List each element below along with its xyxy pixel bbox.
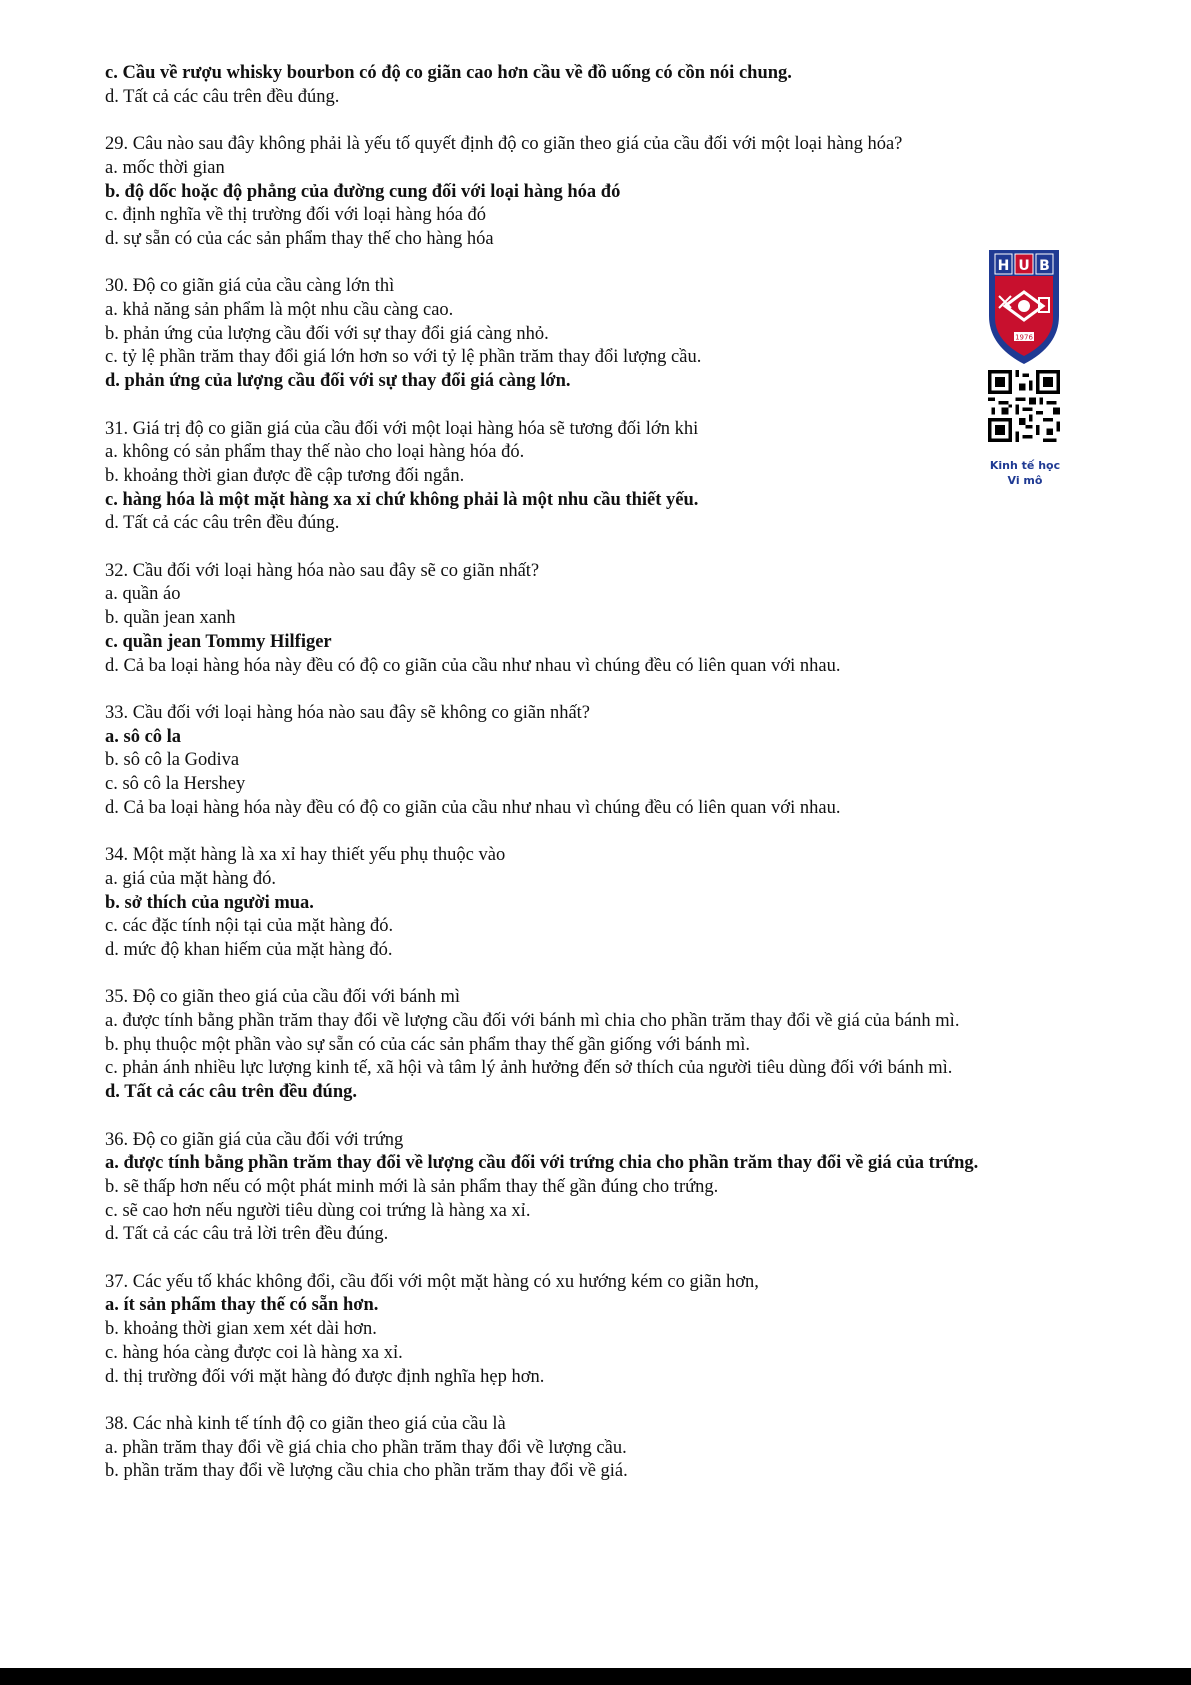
option-d: d. Cả ba loại hàng hóa này đều có độ co giãn của cầu như nhau vì chúng đều có liên quan với nhau. xyxy=(105,655,841,676)
option-b: b. khoảng thời gian xem xét dài hơn. xyxy=(105,1319,377,1340)
option-b: b. khoảng thời gian được đề cập tương đối ngắn. xyxy=(105,465,465,486)
option-c: c. định nghĩa về thị trường đối với loại hàng hóa đó xyxy=(105,205,487,226)
scan-edge-bar xyxy=(0,1668,1191,1685)
option-a-answer: a. được tính bằng phần trăm thay đổi về lượng cầu đối với trứng chia cho phần trăm thay đổi về giá của trứng. xyxy=(105,1153,979,1174)
option-d: d. Tất cả các câu trên đều đúng. xyxy=(105,513,340,534)
question-38: 38. Các nhà kinh tế tính độ co giãn theo giá của cầu là xyxy=(105,1413,506,1434)
brand-caption xyxy=(980,458,1070,488)
question-37: 37. Các yếu tố khác không đổi, cầu đối với một mặt hàng có xu hướng kém co giãn hơn, xyxy=(105,1271,759,1292)
logo-letter-h: H xyxy=(997,258,1010,274)
option-c: c. hàng hóa càng được coi là hàng xa xỉ. xyxy=(105,1342,403,1363)
option-a: a. được tính bằng phần trăm thay đổi về lượng cầu đối với bánh mì chia cho phần trăm thay đổi về giá của bánh mì. xyxy=(105,1011,960,1032)
question-29: 29. Câu nào sau đây không phải là yếu tố quyết định độ co giãn theo giá của cầu đối với một loại hàng hóa? xyxy=(105,134,903,155)
option-a: a. mốc thời gian xyxy=(105,157,225,178)
option-d: d. Cả ba loại hàng hóa này đều có độ co giãn của cầu như nhau vì chúng đều có liên quan với nhau. xyxy=(105,797,841,818)
option-a: a. phần trăm thay đổi về giá chia cho phần trăm thay đổi về lượng cầu. xyxy=(105,1437,627,1458)
option-c: c. tỷ lệ phần trăm thay đổi giá lớn hơn so với tỷ lệ phần trăm thay đổi lượng cầu. xyxy=(105,347,702,368)
option-b: b. quần jean xanh xyxy=(105,608,236,629)
option-c-answer: c. quần jean Tommy Hilfiger xyxy=(105,631,332,652)
logo-year: 1976 xyxy=(1015,333,1033,342)
option-c: c. phản ánh nhiều lực lượng kinh tế, xã hội và tâm lý ảnh hưởng đến sở thích của người tiêu dùng đối với bánh mì. xyxy=(105,1058,953,1079)
option-b-answer: b. sở thích của người mua. xyxy=(105,892,314,913)
question-34: 34. Một mặt hàng là xa xỉ hay thiết yếu phụ thuộc vào xyxy=(105,845,506,866)
option-c: c. Cầu về rượu whisky bourbon có độ co giãn cao hơn cầu về đồ uống có cồn nói chung. xyxy=(105,63,792,83)
qr-code-icon xyxy=(988,370,1060,442)
option-b: b. sô cô la Godiva xyxy=(105,750,240,771)
question-30: 30. Độ co giãn giá của cầu càng lớn thì xyxy=(105,276,395,297)
hub-shield-logo xyxy=(985,246,1063,366)
option-a-answer: a. sô cô la xyxy=(105,726,182,747)
logo-letter-b: B xyxy=(1039,258,1050,274)
question-33: 33. Cầu đối với loại hàng hóa nào sau đây sẽ không co giãn nhất? xyxy=(105,702,591,723)
option-d-answer: d. phản ứng của lượng cầu đối với sự thay đổi giá càng lớn. xyxy=(105,371,571,392)
question-35: 35. Độ co giãn theo giá của cầu đối với bánh mì xyxy=(105,987,461,1008)
option-d: d. Tất cả các câu trả lời trên đều đúng. xyxy=(105,1224,389,1245)
option-a-answer: a. ít sản phẩm thay thế có sẵn hơn. xyxy=(105,1295,379,1316)
option-d: d. sự sẵn có của các sản phẩm thay thế cho hàng hóa xyxy=(105,228,494,249)
option-b: b. phụ thuộc một phần vào sự sẵn có của các sản phẩm thay thế gần giống với bánh mì. xyxy=(105,1034,751,1055)
option-b: b. sẽ thấp hơn nếu có một phát minh mới là sản phẩm thay thế gần đúng cho trứng. xyxy=(105,1176,719,1197)
option-d-answer: d. Tất cả các câu trên đều đúng. xyxy=(105,1082,357,1103)
option-a: a. khả năng sản phẩm là một nhu cầu càng cao. xyxy=(105,300,454,320)
option-a: a. quần áo xyxy=(105,584,181,605)
question-31: 31. Giá trị độ co giãn giá của cầu đối với một loại hàng hóa sẽ tương đối lớn khi xyxy=(105,418,699,439)
option-d: d. thị trường đối với mặt hàng đó được định nghĩa hẹp hơn. xyxy=(105,1366,545,1387)
question-36: 36. Độ co giãn giá của cầu đối với trứng xyxy=(105,1129,404,1150)
question-32: 32. Cầu đối với loại hàng hóa nào sau đây sẽ co giãn nhất? xyxy=(105,560,540,581)
option-b: b. phần trăm thay đổi về lượng cầu chia cho phần trăm thay đổi về giá. xyxy=(105,1461,628,1482)
brand-block xyxy=(980,246,1080,496)
option-b-answer: b. độ dốc hoặc độ phẳng của đường cung đối với loại hàng hóa đó xyxy=(105,181,621,202)
option-c: c. các đặc tính nội tại của mặt hàng đó. xyxy=(105,916,394,937)
option-b: b. phản ứng của lượng cầu đối với sự thay đổi giá càng nhỏ. xyxy=(105,323,549,344)
quiz-content xyxy=(105,62,1105,1484)
caption-line-2: Vi mô xyxy=(1007,474,1043,487)
logo-letter-u: U xyxy=(1018,258,1030,274)
option-a: a. không có sản phẩm thay thế nào cho loại hàng hóa đó. xyxy=(105,442,525,463)
option-d: d. Tất cả các câu trên đều đúng. xyxy=(105,86,340,107)
option-d: d. mức độ khan hiếm của mặt hàng đó. xyxy=(105,939,393,960)
option-c-answer: c. hàng hóa là một mặt hàng xa xỉ chứ không phải là một nhu cầu thiết yếu. xyxy=(105,489,699,510)
option-c: c. sô cô la Hershey xyxy=(105,774,246,795)
option-a: a. giá của mặt hàng đó. xyxy=(105,868,277,889)
option-c: c. sẽ cao hơn nếu người tiêu dùng coi trứng là hàng xa xỉ. xyxy=(105,1200,531,1221)
caption-line-1: Kinh tế học xyxy=(989,459,1061,472)
